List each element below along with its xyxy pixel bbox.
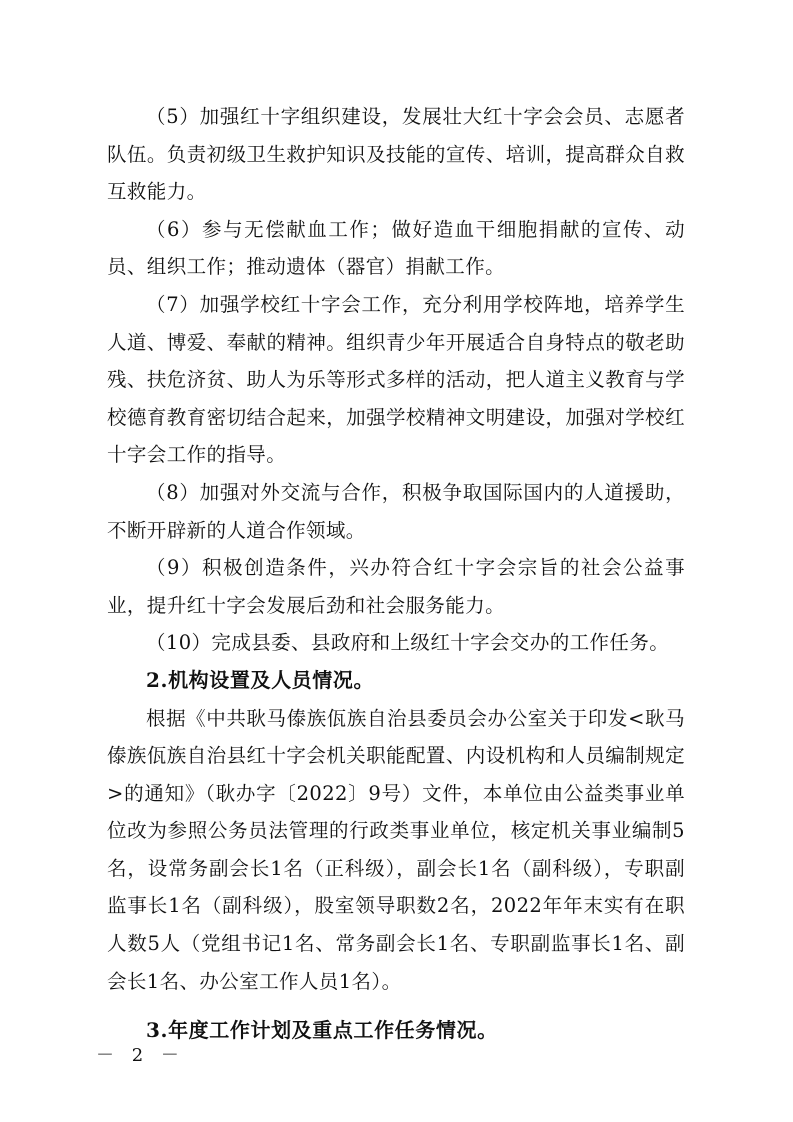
list-item-9: （9）积极创造条件，兴办符合红十字会宗旨的社会公益事业，提升红十字会发展后劲和社会服务能力。 — [107, 556, 685, 617]
document-body — [107, 98, 685, 1050]
list-item-8: （8）加强对外交流与合作，积极争取国际国内的人道援助，不断开辟新的人道合作领域。 — [107, 480, 685, 542]
list-item-6: （6）参与无偿献血工作；做好造血干细胞捐献的宣传、动员、组织工作；推动遗体（器官）捐献工作。 — [107, 217, 685, 279]
section-heading-org-staffing: 2.机构设置及人员情况。 — [146, 667, 375, 692]
section-heading-annual-plan: 3.年度工作计划及重点工作任务情况。 — [146, 1018, 498, 1043]
section-body-org-staffing: 根据《中共耿马傣族佤族自治县委员会办公室关于印发<耿马傣族佤族自治县红十字会机关职能配置、内设机构和人员编制规定>的通知》（耿办字〔2022〕9号）文件，本单位由公益类事业单位改为参照公务员法管理的行政类事业单位，核定机关事业编制5名，设常务副会长1名（正科级），副会长1名（副科级），专职副监事长1名（副科级），股室领导职数2名，2022年年末实有在职人数5人（党组书记1名、常务副会长1名、专职副监事长1名、副会长1名、办公室工作人员1名）。 — [107, 706, 685, 993]
page-number: － 2 － — [96, 1045, 185, 1066]
list-item-7: （7）加强学校红十字会工作，充分利用学校阵地，培养学生人道、博爱、奉献的精神。组织青少年开展适合自身特点的敬老助残、扶危济贫、助人为乐等形式多样的活动，把人道主义教育与学校德育教育密切结合起来，加强学校精神文明建设，加强对学校红十字会工作的指导。 — [107, 292, 685, 467]
list-item-5: （5）加强红十字组织建设，发展壮大红十字会会员、志愿者队伍。负责初级卫生救护知识及技能的宣传、培训，提高群众自救互救能力。 — [107, 105, 685, 204]
list-item-10: （10）完成县委、县政府和上级红十字会交办的工作任务。 — [146, 631, 670, 655]
